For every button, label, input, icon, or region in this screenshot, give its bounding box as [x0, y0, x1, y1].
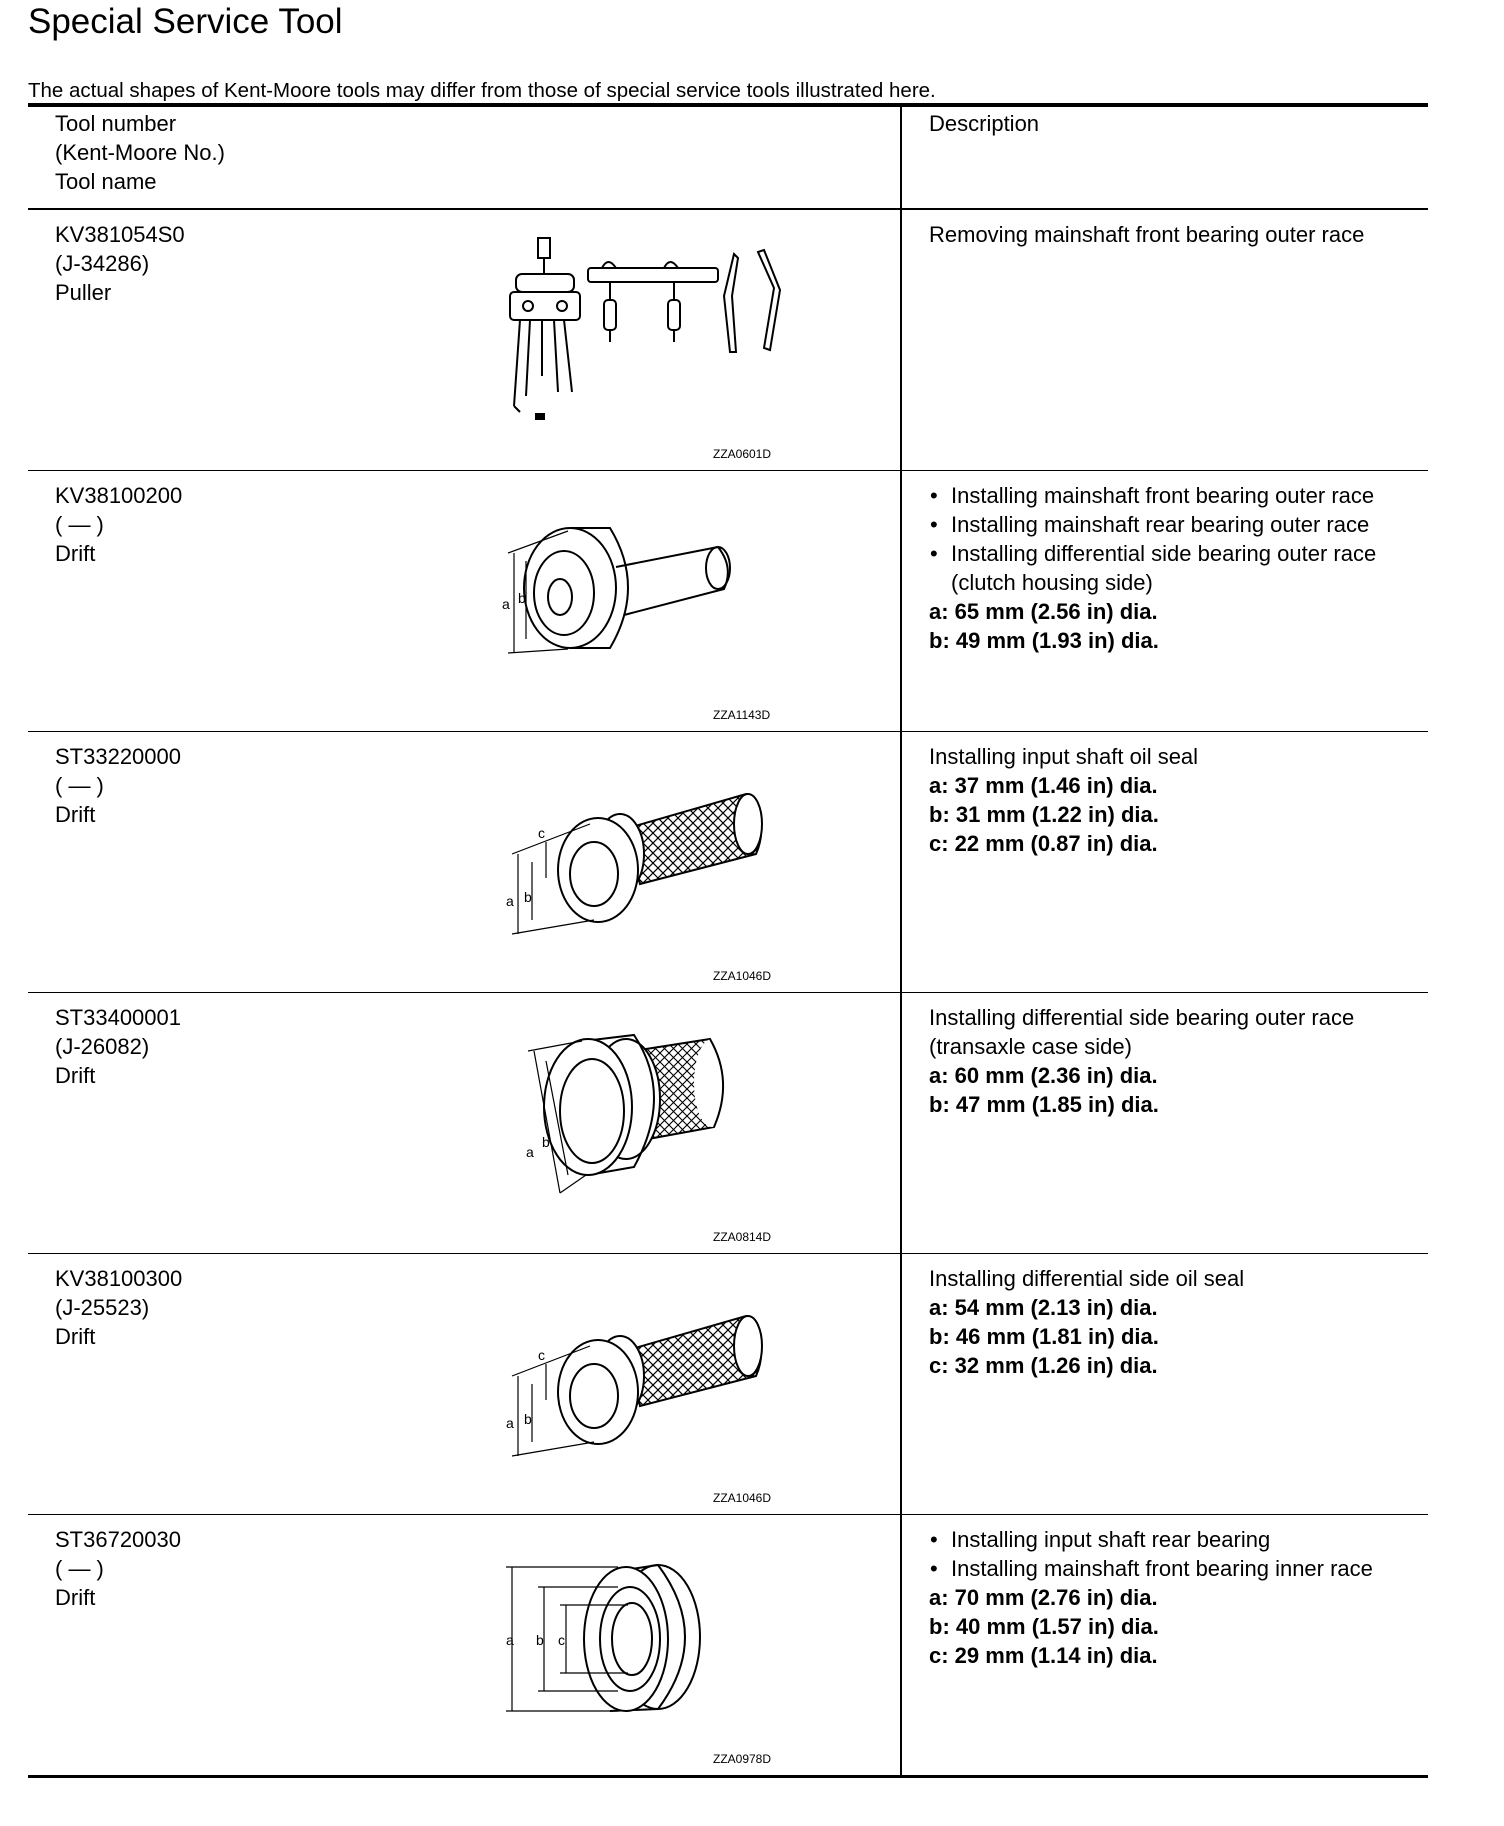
description-text: Installing differential side bearing outer race [929, 1005, 1355, 1030]
special-service-tool-table [28, 103, 1428, 1778]
dimension-label-a: a [502, 596, 510, 612]
dimension-label-b: b [542, 1134, 550, 1150]
dimension-spec: b: 49 mm (1.93 in) dia. [929, 628, 1159, 653]
puller-body [510, 238, 580, 419]
dimension-spec: c: 22 mm (0.87 in) dia. [929, 831, 1158, 856]
header-tool-name: Tool name [55, 169, 157, 194]
drift-illustration [498, 999, 888, 1249]
header-description: Description [929, 111, 1040, 136]
tool-cell [28, 471, 901, 732]
tool-name: Drift [55, 1585, 96, 1610]
dimension-label-b: b [536, 1632, 544, 1648]
tool-number: ST33220000 [55, 744, 181, 769]
dimension-spec: a: 60 mm (2.36 in) dia. [929, 1063, 1158, 1088]
table-row [28, 1515, 1428, 1777]
puller-illustration [498, 216, 888, 466]
tool-number: KV38100300 [55, 1266, 183, 1291]
description-text: Installing differential side oil seal [929, 1266, 1245, 1291]
kent-moore-number: ( — ) [55, 512, 104, 537]
header-tool-number: Tool number [55, 111, 177, 136]
page-title: Special Service Tool [28, 2, 343, 41]
tool-name: Drift [55, 1324, 96, 1349]
tool-name: Puller [55, 280, 112, 305]
dimension-spec: a: 70 mm (2.76 in) dia. [929, 1585, 1158, 1610]
dimension-label-a: a [506, 1415, 514, 1431]
description-bullet: • Installing mainshaft rear bearing outer race [929, 510, 1428, 539]
puller-crossbar [588, 262, 718, 342]
tool-name: Drift [55, 802, 96, 827]
tool-shape-note: The actual shapes of Kent-Moore tools may differ from those of special service tools illustrated here. [28, 79, 936, 102]
dimension-spec: c: 29 mm (1.14 in) dia. [929, 1643, 1158, 1668]
kent-moore-number: (J-26082) [55, 1034, 150, 1059]
description-bullet: • Installing differential side bearing outer race [929, 539, 1428, 568]
dimension-label-a: a [506, 893, 514, 909]
table-row [28, 471, 1428, 732]
header-tool-column [28, 105, 901, 209]
figure-code: ZZA1046D [713, 969, 772, 983]
description-cell [901, 1515, 1428, 1777]
description-cell [901, 1254, 1428, 1515]
dimension-label-b: b [524, 889, 532, 905]
description-bullet: • Installing input shaft rear bearing [929, 1525, 1428, 1554]
dimension-spec: a: 65 mm (2.56 in) dia. [929, 599, 1158, 624]
dimension-label-c: c [538, 825, 545, 841]
kent-moore-number: (J-34286) [55, 251, 150, 276]
tool-number: KV38100200 [55, 483, 183, 508]
figure-code: ZZA0814D [713, 1230, 772, 1244]
kent-moore-number: ( — ) [55, 773, 104, 798]
description-cell [901, 993, 1428, 1254]
figure-code: ZZA1046D [713, 1491, 772, 1505]
dimension-spec: b: 46 mm (1.81 in) dia. [929, 1324, 1159, 1349]
puller-jaws [724, 250, 780, 352]
figure-code: ZZA1143D [713, 708, 771, 722]
description-text: Removing mainshaft front bearing outer race [929, 222, 1365, 247]
tool-name: Drift [55, 541, 96, 566]
description-text: Installing input shaft oil seal [929, 744, 1199, 769]
dimension-spec: a: 37 mm (1.46 in) dia. [929, 773, 1158, 798]
kent-moore-number: ( — ) [55, 1556, 104, 1581]
description-text: (transaxle case side) [929, 1034, 1132, 1059]
table-row [28, 732, 1428, 993]
figure-code: ZZA0978D [713, 1752, 772, 1766]
tool-number: ST36720030 [55, 1527, 181, 1552]
drift-illustration [498, 738, 888, 988]
description-bullet: • Installing mainshaft front bearing inner race [929, 1554, 1428, 1583]
tool-cell [28, 732, 901, 993]
dimension-label-b: b [524, 1411, 532, 1427]
tool-cell [28, 1515, 901, 1777]
description-bullet: • Installing mainshaft front bearing outer race [929, 481, 1428, 510]
dimension-spec: a: 54 mm (2.13 in) dia. [929, 1295, 1158, 1320]
drift-illustration [498, 1521, 888, 1771]
tool-name: Drift [55, 1063, 96, 1088]
tool-number: ST33400001 [55, 1005, 181, 1030]
dimension-label-a: a [526, 1144, 534, 1160]
dimension-label-b: b [518, 590, 526, 606]
header-description-column [901, 105, 1428, 209]
description-bullet-continuation: (clutch housing side) [951, 570, 1153, 595]
table-row [28, 993, 1428, 1254]
dimension-label-c: c [558, 1632, 565, 1648]
drift-illustration [498, 1260, 888, 1510]
header-kent-moore: (Kent-Moore No.) [55, 140, 225, 165]
description-cell [901, 732, 1428, 993]
dimension-spec: b: 31 mm (1.22 in) dia. [929, 802, 1159, 827]
dimension-label-a: a [506, 1632, 514, 1648]
tool-number: KV381054S0 [55, 222, 185, 247]
dimension-spec: b: 40 mm (1.57 in) dia. [929, 1614, 1159, 1639]
kent-moore-number: (J-25523) [55, 1295, 150, 1320]
tool-cell [28, 209, 901, 471]
dimension-spec: c: 32 mm (1.26 in) dia. [929, 1353, 1158, 1378]
tool-cell [28, 993, 901, 1254]
tool-cell [28, 1254, 901, 1515]
table-row [28, 1254, 1428, 1515]
description-cell [901, 471, 1428, 732]
description-cell [901, 209, 1428, 471]
figure-code: ZZA0601D [713, 447, 772, 461]
table-row [28, 209, 1428, 471]
drift-illustration [498, 477, 888, 727]
table-header-row [28, 105, 1428, 209]
dimension-spec: b: 47 mm (1.85 in) dia. [929, 1092, 1159, 1117]
dimension-label-c: c [538, 1347, 545, 1363]
